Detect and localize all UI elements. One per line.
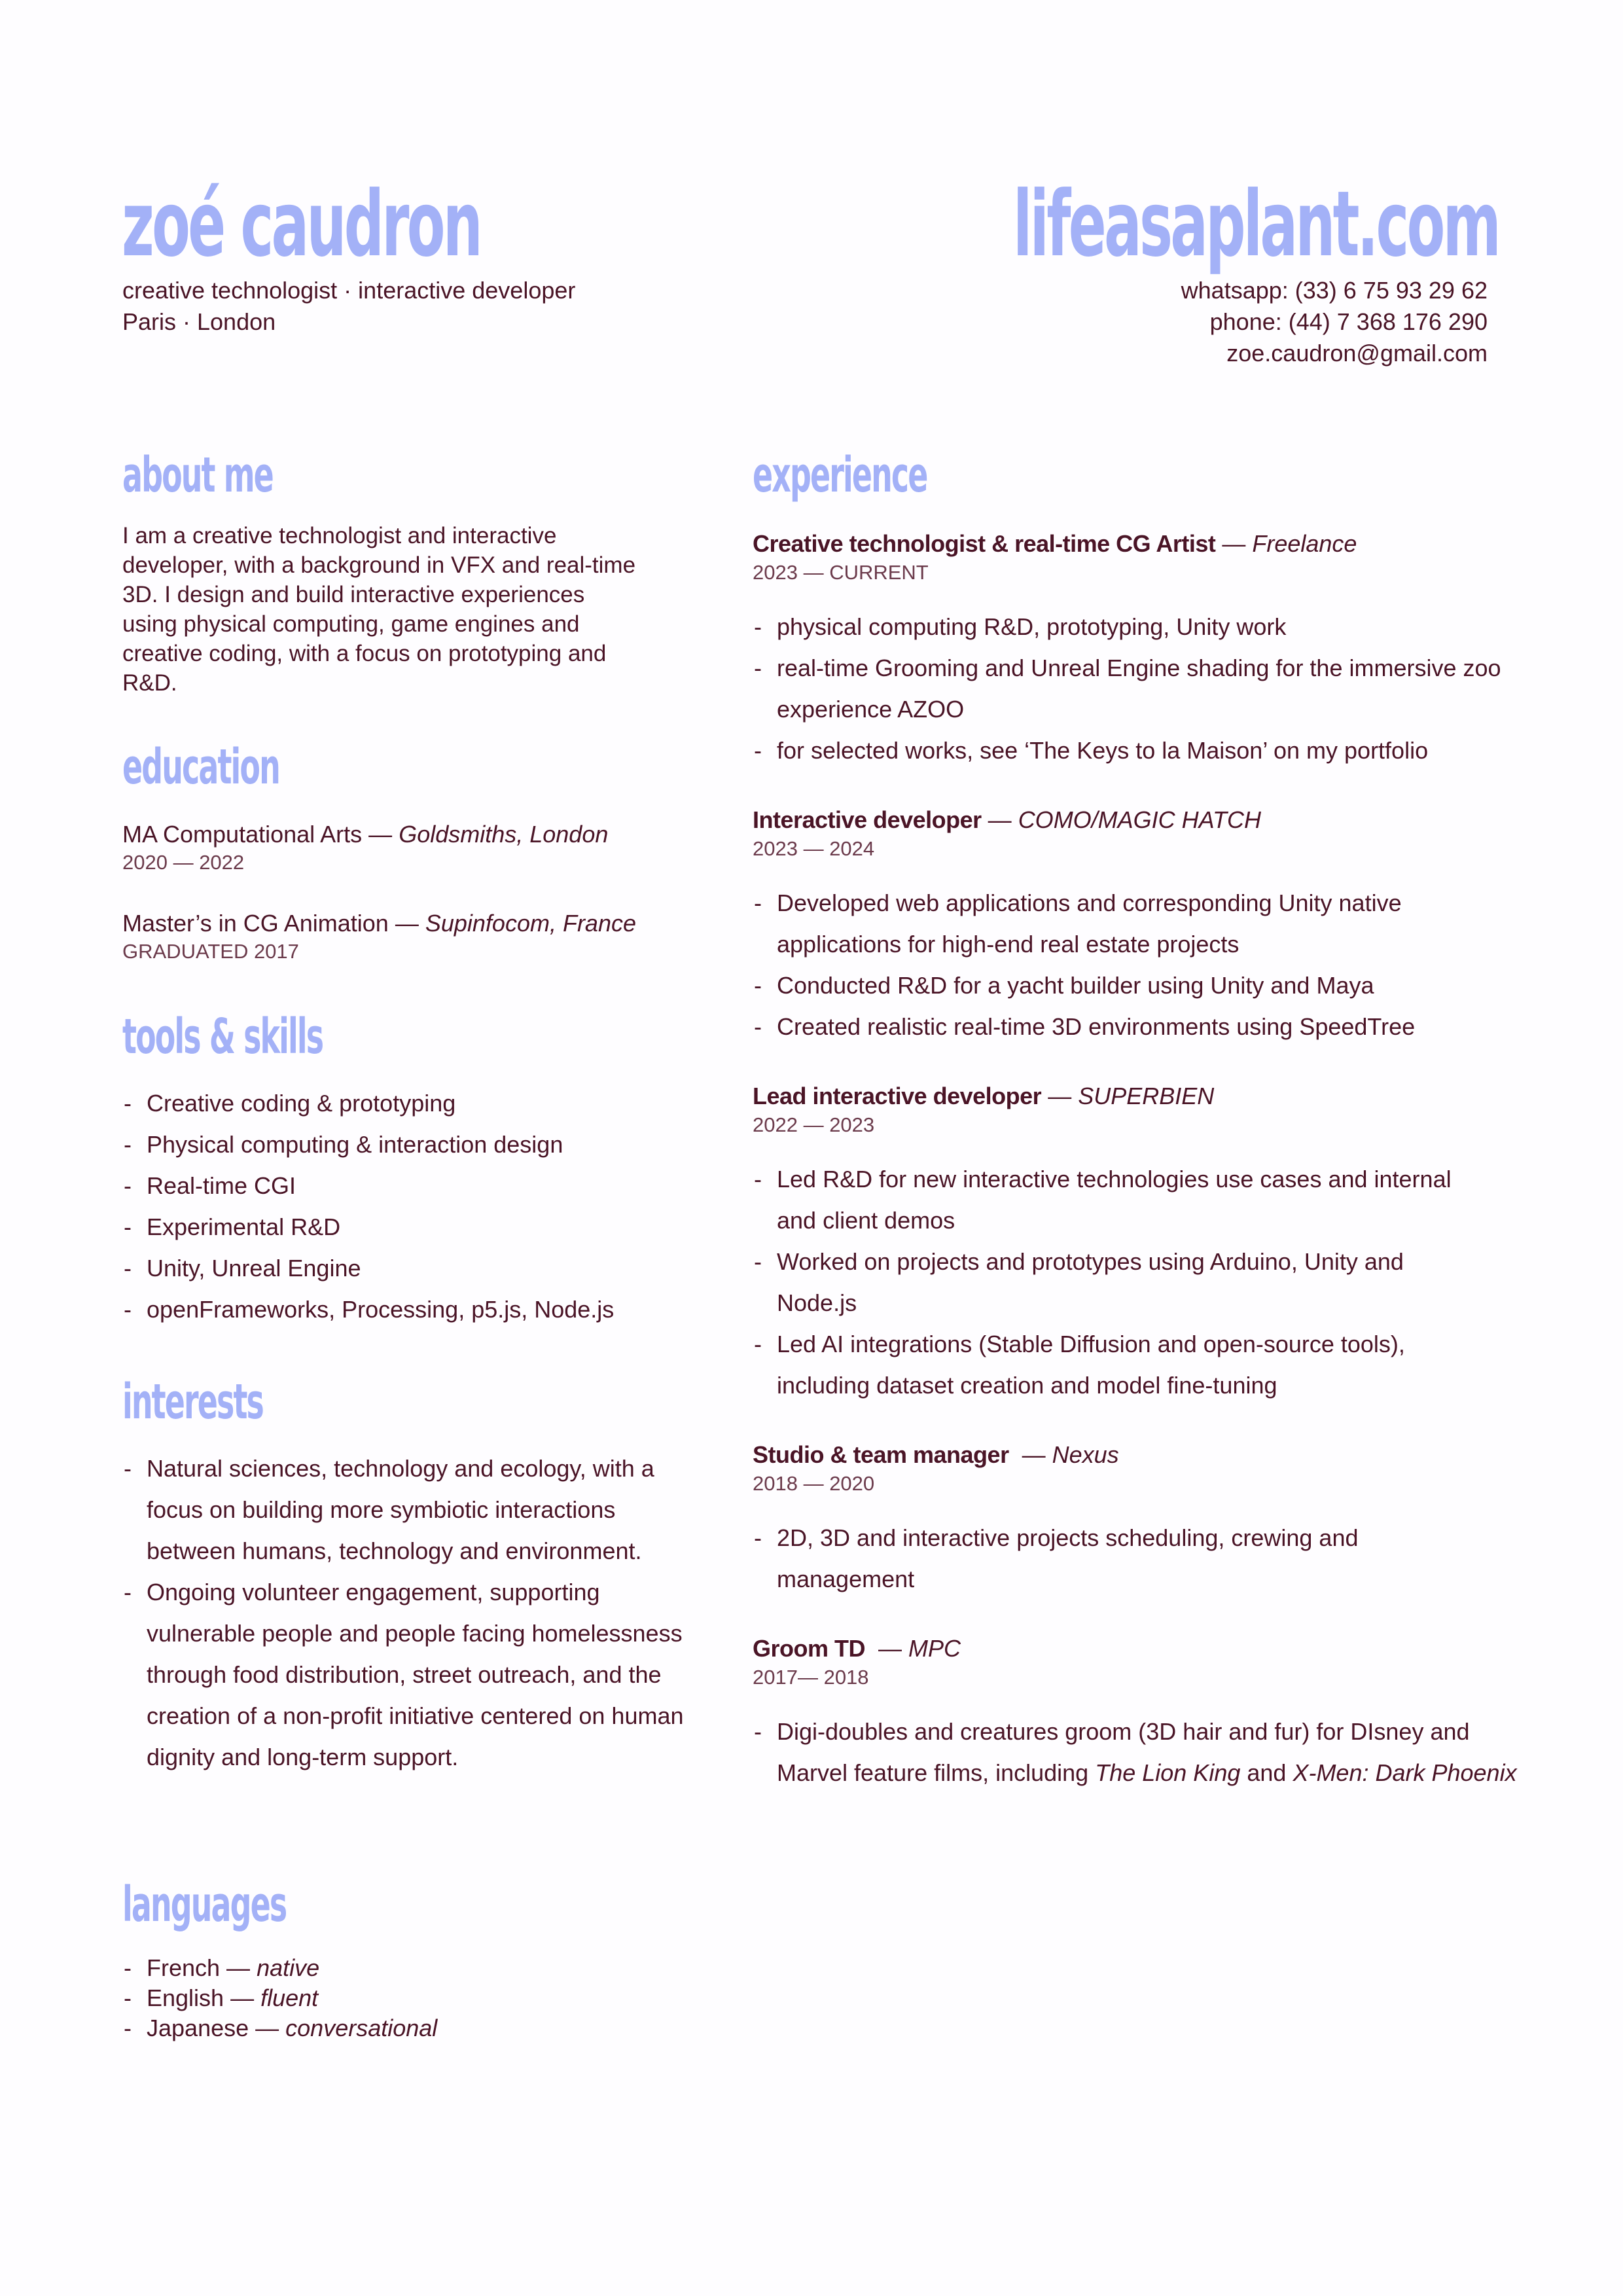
email-contact[interactable]: zoe.caudron@gmail.com [1226,340,1488,367]
job-date: 2017— 2018 [753,1666,869,1689]
name-title: zoé caudron [122,171,480,277]
about-heading: about me [122,447,273,503]
list-item: - Experimental R&D [122,1206,685,1247]
list-item: - Unity, Unreal Engine [122,1247,685,1289]
job-bullets [753,1517,1564,1600]
job-company: Nexus [1052,1441,1119,1468]
job-bullets [753,1711,1564,1793]
job-role: Lead interactive developer [753,1083,1042,1109]
education-heading: education [122,739,279,795]
list-item: - physical computing R&D, prototyping, Unity work [753,606,1564,647]
list-item: - Natural sciences, technology and ecology, with a focus on building more symbiotic interactions between humans, technology and environment. [122,1448,692,1571]
list-item: - Led R&D for new interactive technologies use cases and internal and client demos [753,1158,1490,1241]
interests-list [122,1448,692,1778]
tagline: creative technologist · interactive developer [122,277,576,304]
list-item: - English — fluent [122,1983,646,2013]
list-item: - 2D, 3D and interactive projects scheduling, crewing and management [753,1517,1431,1600]
education-item: MA Computational Arts — Goldsmiths, London 2020 — 2022 [122,819,608,876]
about-text: I am a creative technologist and interactive developer, with a background in VFX and real-time 3D. I design and build interactive experiences using physical computing, game engines and creative coding, with a focus on prototyping and R&D. [122,523,636,696]
job-bullets [753,882,1564,1047]
whatsapp-contact[interactable]: whatsapp: (33) 6 75 93 29 62 [1181,277,1488,304]
job-company: MPC [908,1635,961,1662]
contact-block [1181,275,1488,369]
list-item: - Created realistic real-time 3D environments using SpeedTree [753,1006,1564,1047]
list-item: - Physical computing & interaction design [122,1124,685,1165]
experience-list [753,529,1564,1827]
job-entry: Studio & team manager — Nexus 2018 — 2020 - 2D, 3D and interactive projects scheduling, crewing and management [753,1440,1564,1600]
list-item: - Ongoing volunteer engagement, supporting vulnerable people and people facing homelessness through food distribution, street outreach, and the creation of a non-profit initiative centered on human dignity and long-term support. [122,1571,692,1778]
degree-date: 2020 — 2022 [122,851,245,874]
degree-title: MA Computational Arts [122,821,363,848]
job-date: 2022 — 2023 [753,1113,875,1136]
job-company: Freelance [1252,530,1357,557]
list-item: - Creative coding & prototyping [122,1083,685,1124]
skills-list [122,1083,685,1330]
list-item: - openFrameworks, Processing, p5.js, Node.js [122,1289,685,1330]
list-item: - Digi-doubles and creatures groom (3D hair and fur) for DIsney and Marvel feature films, including The Lion King and X-Men: Dark Phoenix [753,1711,1543,1793]
job-entry: Groom TD — MPC 2017— 2018 - Digi-doubles and creatures groom (3D hair and fur) for DIsney and Marvel feature films, including The Lion King and X-Men: Dark Phoenix [753,1634,1564,1793]
job-date: 2023 — 2024 [753,837,875,860]
job-date: 2018 — 2020 [753,1472,875,1495]
list-item: - French — native [122,1953,646,1983]
job-entry: Lead interactive developer — SUPERBIEN 2022 — 2023 - Led R&D for new interactive technologies use cases and internal and client demos - Worked on projects and prototypes using Arduino, Unity and Node.js - Led AI integrations (Stable Diffusion and open-source tools), including dataset creation and model fine-tuning [753,1081,1564,1406]
skills-heading: tools & skills [122,1009,323,1065]
job-bullets [753,606,1564,771]
list-item: - Real-time CGI [122,1165,685,1206]
phone-contact[interactable]: phone: (44) 7 368 176 290 [1209,308,1488,335]
list-item: - for selected works, see ‘The Keys to la Maison’ on my portfolio [753,730,1564,771]
job-company: SUPERBIEN [1078,1083,1215,1109]
languages-heading: languages [122,1876,287,1933]
list-item: - Conducted R&D for a yacht builder using Unity and Maya [753,965,1564,1006]
list-item: - Worked on projects and prototypes using Arduino, Unity and Node.js [753,1241,1457,1323]
list-item: - Led AI integrations (Stable Diffusion and open-source tools), including dataset creation and model fine-tuning [753,1323,1471,1406]
degree-place: Goldsmiths, London [399,821,609,848]
location: Paris · London [122,308,276,335]
degree-date: GRADUATED 2017 [122,940,299,963]
job-date: 2023 — CURRENT [753,561,929,584]
job-role: Creative technologist & real-time CG Artist [753,530,1216,557]
degree-title: Master’s in CG Animation [122,910,389,937]
job-bullets [753,1158,1564,1406]
job-role: Interactive developer [753,806,982,833]
list-item: - Japanese — conversational [122,2013,646,2043]
job-role: Groom TD [753,1635,865,1662]
education-item: Master’s in CG Animation — Supinfocom, France GRADUATED 2017 [122,908,636,965]
job-entry: Creative technologist & real-time CG Artist — Freelance 2023 — CURRENT - physical computing R&D, prototyping, Unity work - real-time Grooming and Unreal Engine shading for the immersive zoo experience AZOO - for selected works, see ‘The Keys to la Maison’ on my portfolio [753,529,1564,771]
degree-place: Supinfocom, France [425,910,636,937]
job-entry: Interactive developer — COMO/MAGIC HATCH 2023 — 2024 - Developed web applications and corresponding Unity native applications for high-end real estate projects - Conducted R&D for a yacht builder using Unity and Maya - Created realistic real-time 3D environments using SpeedTree [753,805,1564,1047]
job-company: COMO/MAGIC HATCH [1018,806,1262,833]
languages-list [122,1953,646,2043]
interests-heading: interests [122,1374,263,1430]
experience-heading: experience [753,447,927,503]
list-item: - real-time Grooming and Unreal Engine shading for the immersive zoo experience AZOO [753,647,1510,730]
job-role: Studio & team manager [753,1441,1009,1468]
list-item: - Developed web applications and corresponding Unity native applications for high-end real estate projects [753,882,1471,965]
website-link[interactable]: lifeasaplant.com [1012,171,1499,277]
